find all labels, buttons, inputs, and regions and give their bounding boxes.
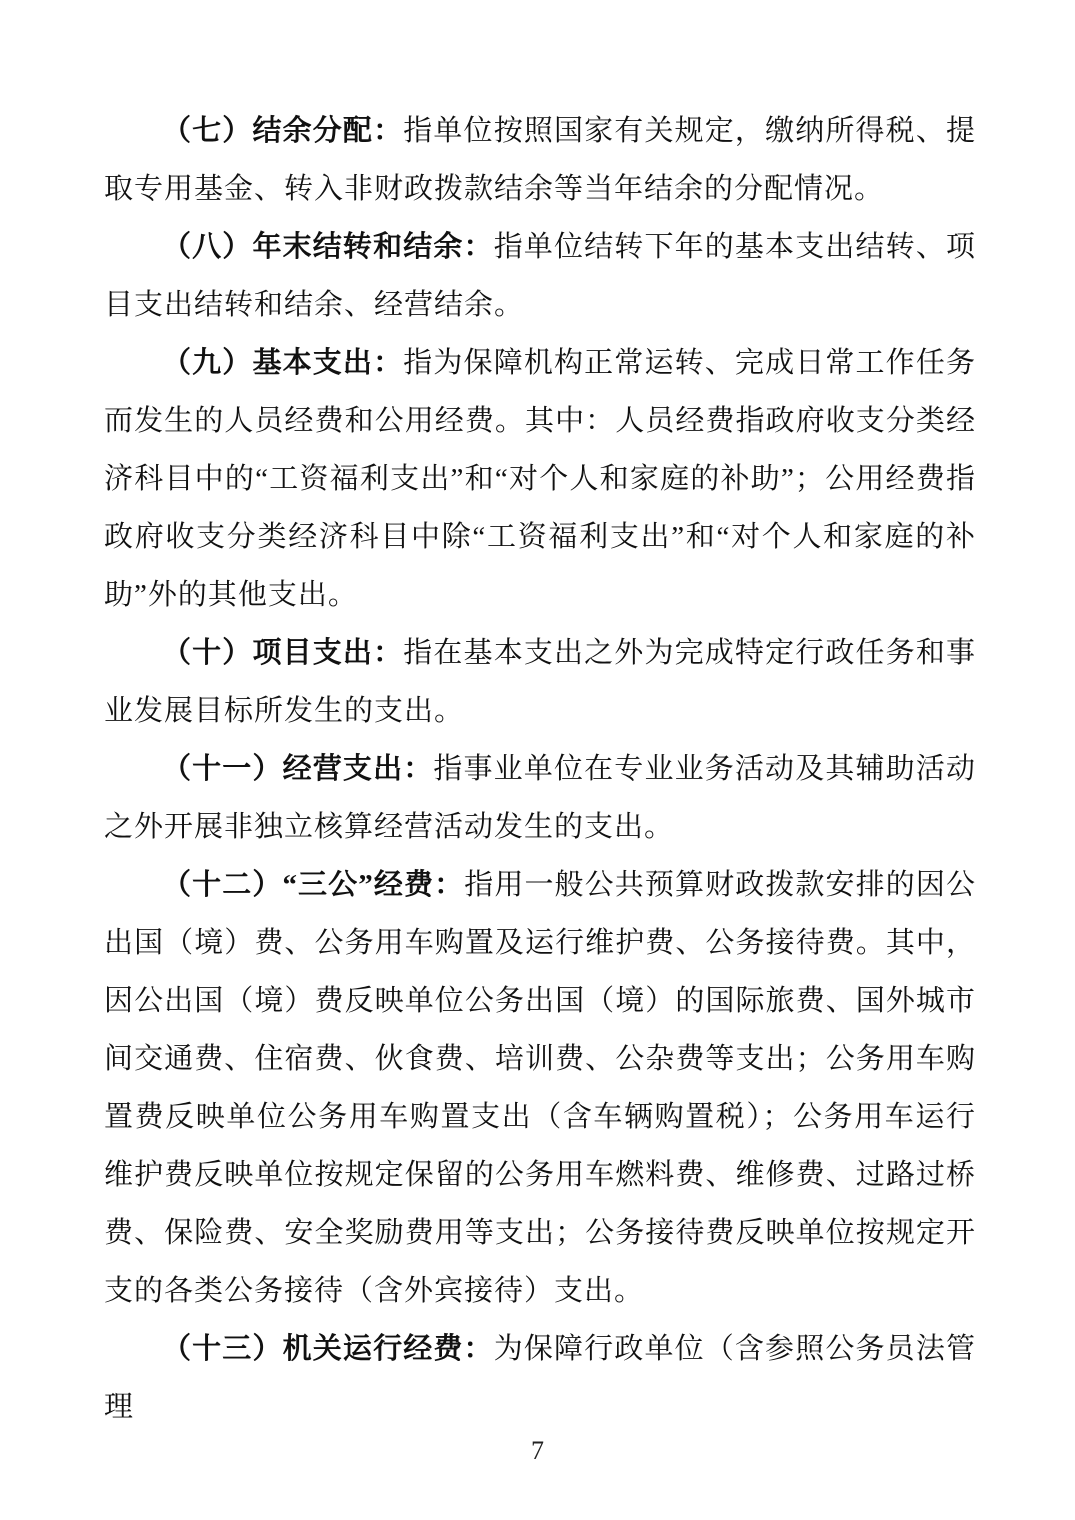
paragraph-heading: （十一）经营支出： <box>162 753 434 785</box>
paragraph-12-three-public-funds <box>104 856 976 1320</box>
paragraph-8-yearend-carryover <box>104 218 976 334</box>
paragraph-7-surplus-distribution <box>104 102 976 218</box>
paragraph-text: 指在基本支出之外为完成特定行政任务和事业发展目标所发生的支出。 <box>104 637 976 727</box>
paragraph-11-operating-expenditure <box>104 740 976 856</box>
page-footer <box>0 1434 1075 1468</box>
document-body <box>104 102 976 1436</box>
paragraph-10-project-expenditure <box>104 624 976 740</box>
paragraph-text: 为保障行政单位（含参照公务员法管理 <box>104 1333 976 1423</box>
paragraph-heading: （八）年末结转和结余： <box>162 231 494 263</box>
paragraph-heading: （十二）“三公”经费： <box>162 869 465 901</box>
paragraph-text: 指为保障机构正常运转、完成日常工作任务而发生的人员经费和公用经费。其中：人员经费指政府收支分类经济科目中的“工资福利支出”和“对个人和家庭的补助”；公用经费指政府收支分类经济科目中除“工资福利支出”和“对个人和家庭的补助”外的其他支出。 <box>104 347 976 611</box>
paragraph-text: 指单位按照国家有关规定，缴纳所得税、提取专用基金、转入非财政拨款结余等当年结余的分配情况。 <box>104 115 976 205</box>
paragraph-heading: （十）项目支出： <box>162 637 404 669</box>
paragraph-9-basic-expenditure <box>104 334 976 624</box>
paragraph-text: 指用一般公共预算财政拨款安排的因公出国（境）费、公务用车购置及运行维护费、公务接待费。其中，因公出国（境）费反映单位公务出国（境）的国际旅费、国外城市间交通费、住宿费、伙食费、培训费、公杂费等支出；公务用车购置费反映单位公务用车购置支出（含车辆购置税）；公务用车运行维护费反映单位按规定保留的公务用车燃料费、维修费、过路过桥费、保险费、安全奖励费用等支出；公务接待费反映单位按规定开支的各类公务接待（含外宾接待）支出。 <box>104 869 976 1307</box>
paragraph-text: 指单位结转下年的基本支出结转、项目支出结转和结余、经营结余。 <box>104 231 976 321</box>
page-number: 7 <box>531 1436 544 1465</box>
paragraph-heading: （七）结余分配： <box>162 115 404 147</box>
paragraph-heading: （十三）机关运行经费： <box>162 1333 494 1365</box>
paragraph-heading: （九）基本支出： <box>162 347 404 379</box>
paragraph-text: 指事业单位在专业业务活动及其辅助活动之外开展非独立核算经营活动发生的支出。 <box>104 753 976 843</box>
paragraph-13-agency-operating-funds <box>104 1320 976 1436</box>
